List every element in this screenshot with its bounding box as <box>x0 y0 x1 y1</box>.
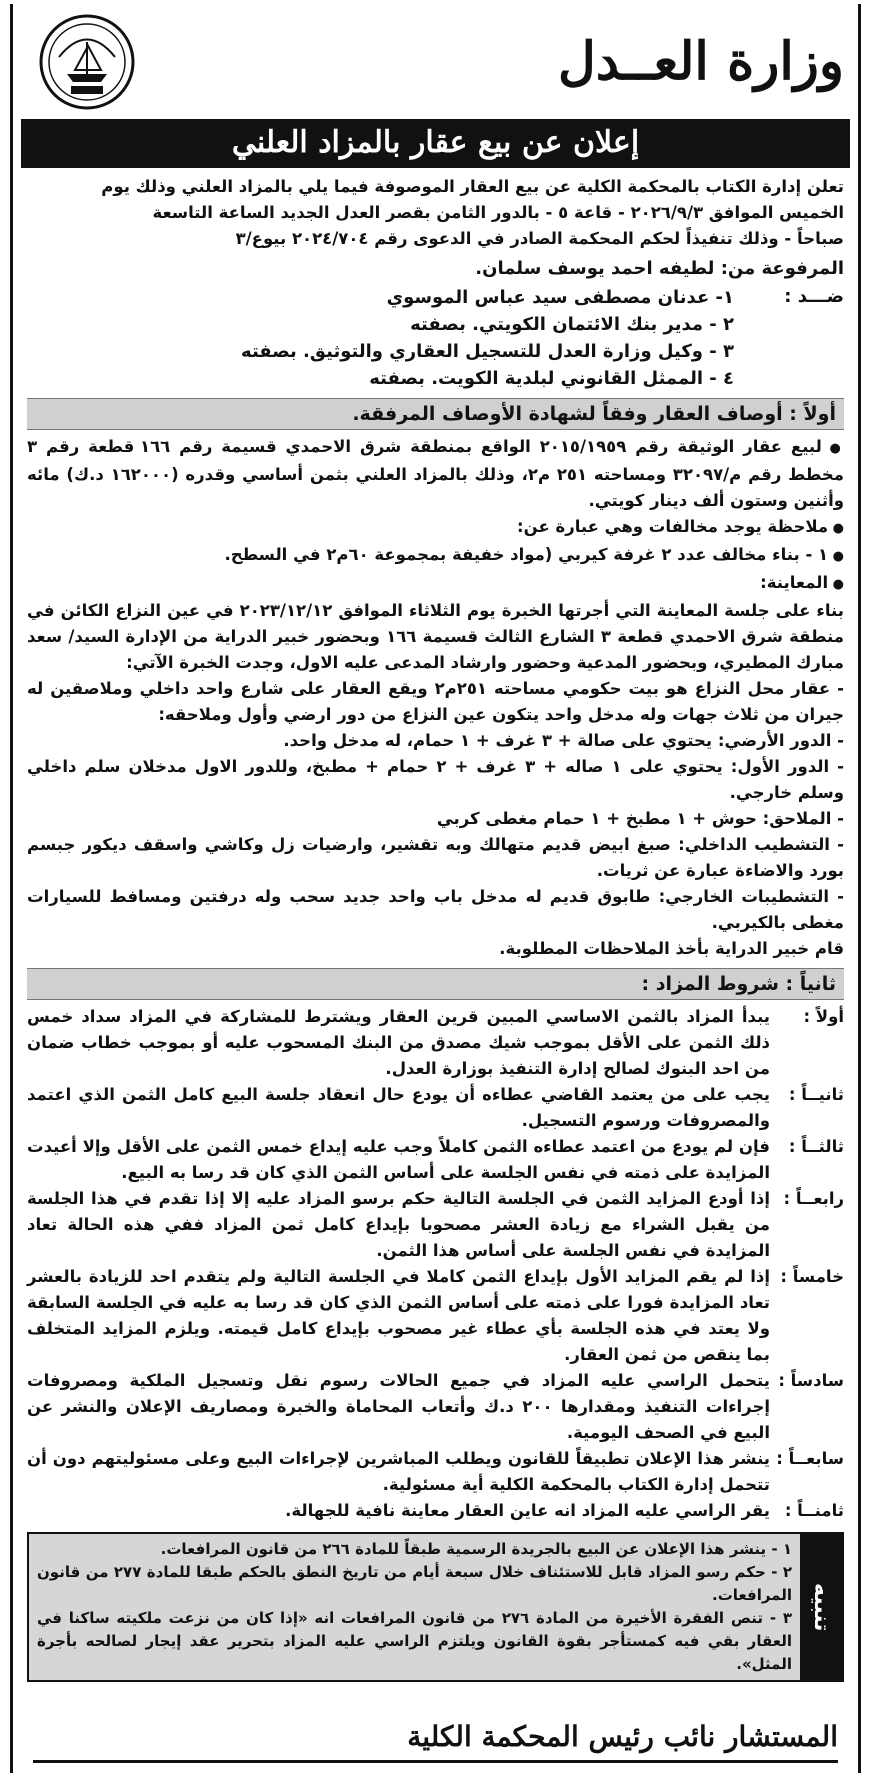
defendant-item: ١- عدنان مصطفى سيد عباس الموسوي <box>386 287 734 308</box>
condition-label: خامساً : <box>780 1267 844 1286</box>
condition-item <box>27 1498 844 1524</box>
condition-text: إذا أودع المزايد الثمن في الجلسة التالية حكم برسو المزاد عليه إلا إذا تقدم في هذا الجلسة من يقبل الشراء مع زيادة العشر مصحوبا بإيداع كامل ثمن المزاد ففي هذه الحالة تعاد المزايدة في نفس الجلسة على أساس هذا الثمن. <box>27 1189 770 1260</box>
condition-item <box>27 1134 844 1186</box>
condition-label: أولاً : <box>803 1007 844 1026</box>
condition-item <box>27 1446 844 1498</box>
description-paragraph: - عقار محل النزاع هو بيت حكومي مساحته ٢٥١م٢ ويقع العقار على شارع واحد داخلي وملاصقين له جيران من ثلاث جهات وله مدخل واحد يتكون عين النزاع من دور ارضي وأول وملاحقه: <box>27 679 844 724</box>
bottom-rule <box>33 1760 838 1763</box>
ministry-name: وزارة العــدل <box>557 31 844 92</box>
condition-item <box>27 1368 844 1446</box>
defendant-item: ٤ - الممثل القانوني لبلدية الكويت. بصفته <box>369 368 734 389</box>
condition-label: رابعــاً : <box>783 1189 844 1208</box>
condition-text: إذا لم يقم المزايد الأول بإيداع الثمن كاملا في الجلسة التالية ولم يتقدم احد للزيادة بالعشر تعاد المزايدة فورا على ذمته على أساس الثمن الذي كان قد رسا به عليه في الجلسة السابقة ولا يعتد في هذه الجلسة بأي عطاء غير مصحوب بإيداع كامل قيمته. ويلزم المزايد المتخلف بما ينقص من ثمن العقار. <box>27 1267 770 1364</box>
description-paragraph: ● ملاحظة يوجد مخالفات وهي عبارة عن: <box>27 514 844 542</box>
condition-item <box>27 1264 844 1368</box>
announcement-body <box>13 168 858 1682</box>
condition-item <box>27 1082 844 1134</box>
auction-conditions <box>27 1004 844 1524</box>
announcement-title: إعلان عن بيع عقار بالمزاد العلني <box>21 119 850 168</box>
description-paragraph: بناء على جلسة المعاينة التي أجرتها الخبرة يوم الثلاثاء الموافق ٢٠٢٣/١٢/١٢ في عين النزاع الكائن في منطقة شرق الاحمدي قطعة ٣ الشارع الثالث قسيمة ١٦٦ وبحضور خبير الدراية من الإدارة السيد/ سعد مبارك المطيري، وبحضور المدعية وحضور وارشاد المدعى عليه الاول، وجدت الخبرة الآتي: <box>27 601 844 672</box>
intro <box>27 174 844 252</box>
defendant-item: ٣ - وكيل وزارة العدل للتسجيل العقاري والتوثيق. بصفته <box>241 341 734 362</box>
condition-label: سابعــاً : <box>776 1449 844 1468</box>
description-paragraph: - التشطيبات الخارجي: طابوق قديم له مدخل باب واحد جديد سحب وله درفتين ومسافط للسيارات مغطى بالكيربي. <box>27 887 844 932</box>
defendants <box>27 284 844 392</box>
kuwait-emblem-icon <box>37 12 137 112</box>
description-paragraph: ● المعاينة: <box>27 570 844 598</box>
description-paragraph: ● ١ - بناء مخالف عدد ٢ غرفة كيربي (مواد خفيفة بمجموعة ٦٠م٢ في السطح. <box>27 542 844 570</box>
defendant-item: ٢ - مدير بنك الائتمان الكويتي. بصفته <box>410 314 734 335</box>
description-paragraph: ● لبيع عقار الوثيقة رقم ٢٠١٥/١٩٥٩ الواقع بمنطقة شرق الاحمدي قسيمة رقم ١٦٦ قطعة رقم ٣ مخطط رقم م/٣٢٠٩٧ ومساحته ٢٥١ م٢، وذلك بالمزاد العلني بثمن أساسي وقدره (١٦٢٠٠٠ د.ك) مائه وأثنين وستون ألف دينار كويتي. <box>27 434 844 514</box>
condition-text: ينشر هذا الإعلان تطبيقاً للقانون ويطلب المباشرين لإجراءات البيع وعلى مسئوليتهم دون أن تتحمل إدارة الكتاب بالمحكمة الكلية أية مسئولية. <box>27 1449 770 1494</box>
condition-text: يجب على من يعتمد القاضي عطاءه أن يودع حال انعقاد جلسة البيع كامل الثمن الذي اعتمد والمصروفات ورسوم التسجيل. <box>27 1085 770 1130</box>
announcement-page <box>10 4 861 1773</box>
note-item: ١ - ينشر هذا الإعلان عن البيع بالجريدة الرسمية طبقاً للمادة ٢٦٦ من قانون المرافعات. <box>160 1540 792 1558</box>
condition-label: ثامنــاً : <box>784 1501 844 1520</box>
condition-text: يتحمل الراسي عليه المزاد في جميع الحالات رسوم نقل وتسجيل الملكية ومصروفات إجراءات التنفيذ ومقدارها ٢٠٠ د.ك وأتعاب المحاماة والخبرة ومصاريف الإعلان والنشر عن البيع في الصحف اليومية. <box>27 1371 770 1442</box>
condition-item <box>27 1004 844 1082</box>
description-paragraph: - الملاحق: حوش + ١ مطبخ + ١ حمام مغطى كربي <box>436 809 844 828</box>
condition-label: ثانيــاً : <box>788 1085 844 1104</box>
description-paragraph: قام خبير الدراية بأخذ الملاحظات المطلوبة. <box>499 939 844 958</box>
condition-text: فإن لم يودع من اعتمد عطاءه الثمن كاملاً وجب عليه إيداع خمس الثمن على الأقل وإلا أعيدت المزايدة على ذمته في نفس الجلسة على أساس الثمن الذي كان قد رسا به البيع. <box>27 1137 770 1182</box>
description-paragraph: - التشطيب الداخلي: صبغ ابيض قديم متهالك وبه تقشير، وارضيات زل وكاشي واسقف ديكور جبسم بورد والاضاءة عبارة عن ثريات. <box>27 835 844 880</box>
notes-box <box>27 1532 844 1682</box>
condition-item <box>27 1186 844 1264</box>
section2-title: ثانياً : شروط المزاد : <box>27 968 844 1000</box>
signature: المستشار نائب رئيس المحكمة الكلية <box>407 1720 838 1753</box>
intro-line: صباحاً - وذلك تنفيذاً لحكم المحكمة الصادر في الدعوى رقم ٢٠٢٤/٧٠٤ بيوع/٣ <box>235 229 844 248</box>
condition-text: يقر الراسي عليه المزاد انه عاين العقار معاينة نافية للجهالة. <box>285 1501 770 1520</box>
header <box>13 4 858 119</box>
condition-label: ثالثــاً : <box>788 1137 844 1156</box>
plaintiff: المرفوعة من: لطيفه احمد يوسف سلمان. <box>475 258 844 279</box>
description-paragraph: - الدور الأرضي: يحتوي على صالة + ٣ غرف + ١ حمام، له مدخل واحد. <box>283 731 844 750</box>
note-item: ٢ - حكم رسو المزاد قابل للاستئناف خلال سبعة أيام من تاريخ النطق بالحكم طبقا للمادة ٢٧٧ من قانون المرافعات. <box>37 1563 792 1604</box>
property-description <box>27 434 844 962</box>
defendants-label: ضـــد : <box>784 286 844 307</box>
intro-line: تعلن إدارة الكتاب بالمحكمة الكلية عن بيع العقار الموصوفة فيما يلي بالمزاد العلني وذلك يوم <box>101 177 844 196</box>
notes-list <box>29 1534 800 1680</box>
description-paragraph: - الدور الأول: يحتوي على ١ صاله + ٣ غرف + ٢ حمام + مطبخ، وللدور الاول مدخلان سلم داخلي وسلم خارجي. <box>27 757 845 802</box>
defendants-list <box>241 284 734 392</box>
condition-text: يبدأ المزاد بالثمن الاساسي المبين قرين العقار ويشترط للمشاركة في المزاد سداد خمس ذلك الثمن على الأقل بموجب شيك مصدق من البنك المسحوب عليه أو بموجب خطاب ضمان من احد البنوك لصالح إدارة التنفيذ بوزارة العدل. <box>27 1007 770 1078</box>
section1-title: أولاً : أوصاف العقار وفقاً لشهادة الأوصاف المرفقة. <box>27 398 844 430</box>
condition-label: سادساً : <box>778 1371 844 1390</box>
notes-tag: تنبيه <box>800 1534 842 1680</box>
note-item: ٣ - تنص الفقرة الأخيرة من المادة ٢٧٦ من قانون المرافعات انه «إذا كان من نزعت ملكيته ساكنا في العقار بقي فيه كمستأجر بقوة القانون ويلتزم الراسي عليه المزاد بتحرير عقد إيجار لصالحه بأجرة المثل». <box>37 1609 792 1673</box>
intro-line: الخميس الموافق ٢٠٢٦/٩/٣ - قاعة ٥ - بالدور الثامن بقصر العدل الجديد الساعة التاسعة <box>152 203 844 222</box>
